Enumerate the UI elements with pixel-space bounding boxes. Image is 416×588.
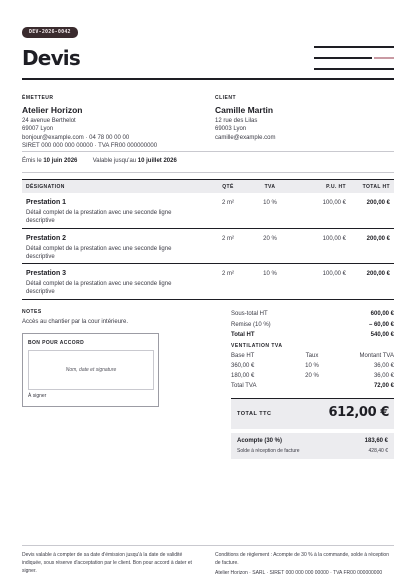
dates-line <box>22 158 177 164</box>
vat-base: 180,00 € <box>231 372 255 379</box>
item-description: Détail complet de la prestation avec une seconde ligne descriptive <box>26 245 172 260</box>
decoration-line <box>314 57 372 59</box>
signature-label: BON POUR ACCORD <box>28 340 85 346</box>
deposit-value: 183,60 € <box>364 438 388 444</box>
issuer-name: Atelier Horizon <box>22 104 83 115</box>
item-unit-price: 100,00 € <box>322 235 346 242</box>
item-name: Prestation 1 <box>26 199 67 206</box>
decoration-line <box>314 46 394 48</box>
signature-box <box>22 333 159 407</box>
issuer-label: ÉMETTEUR <box>22 95 54 101</box>
footer-legal: Atelier Horizon · SARL · SIRET 000 000 000 00000 · TVA FR00 000000000 <box>215 570 383 576</box>
section-divider <box>22 151 394 152</box>
grand-total-value: 612,00 € <box>328 405 389 420</box>
grand-total-label: TOTAL TTC <box>237 411 272 417</box>
section-divider <box>22 172 394 173</box>
discount-row <box>231 320 394 331</box>
table-row <box>22 229 394 265</box>
item-name: Prestation 2 <box>26 234 67 242</box>
item-unit-price: 100,00 € <box>322 271 346 277</box>
signature-placeholder: Nom, date et signature <box>65 367 117 373</box>
table-row <box>22 193 394 229</box>
issued-label: Émis le <box>22 158 42 164</box>
notes-label: NOTES <box>22 309 42 315</box>
total-vat-row <box>231 381 394 392</box>
footer-right <box>215 551 395 577</box>
subtotal-value: 600,00 € <box>370 311 394 317</box>
issuer-address-line: 69007 Lyon <box>22 126 54 132</box>
item-total: 200,00 € <box>366 271 390 277</box>
vat-amount: 36,00 € <box>373 362 394 369</box>
client-block <box>215 94 275 142</box>
issued-date: 10 juin 2026 <box>43 158 78 164</box>
balance-value: 428,40 € <box>368 448 388 454</box>
deposit-panel <box>231 433 394 459</box>
header-rule <box>22 78 394 80</box>
notes-text: Accès au chantier par la cour intérieure. <box>22 319 129 325</box>
client-email: camille@example.com <box>215 134 276 141</box>
item-qty: 2 m² <box>222 271 234 277</box>
decoration-accent-line <box>374 57 394 59</box>
header-description: DÉSIGNATION <box>26 183 65 190</box>
table-row <box>22 264 394 300</box>
item-description: Détail complet de la prestation avec une seconde ligne descriptive <box>26 281 172 295</box>
document-title: Devis <box>22 46 80 70</box>
item-total: 200,00 € <box>366 235 390 242</box>
issuer-siret: SIRET 000 000 000 00000 · TVA FR00 000000000 <box>22 143 158 149</box>
issuer-contact: bonjour@example.com · 04 78 00 00 00 <box>22 134 130 141</box>
deposit-label: Acompte (30 %) <box>237 438 283 444</box>
grand-total-panel <box>231 398 394 429</box>
header-decoration <box>314 46 394 71</box>
issuer-address-line: 24 avenue Berthelot <box>22 117 76 124</box>
table-header <box>22 179 394 193</box>
client-address-line: 12 rue des Lilas <box>215 117 258 124</box>
item-total: 200,00 € <box>366 200 390 206</box>
header-qty: QTÉ <box>222 183 234 190</box>
header-vat: TVA <box>264 183 276 190</box>
footer-payment-terms: Conditions de règlement : Acompte de 30 % à la commande, solde à réception de facture. <box>215 552 389 566</box>
item-vat: 20 % <box>263 235 277 242</box>
totals-block <box>231 309 394 391</box>
signature-area[interactable] <box>28 350 154 390</box>
vat-breakdown-row <box>231 361 394 371</box>
vat-rate: 10 % <box>305 362 319 369</box>
total-ht-label: Total HT <box>231 332 255 338</box>
items-table <box>22 179 394 300</box>
valid-date: 10 juillet 2026 <box>137 158 177 164</box>
subtotal-row <box>231 309 394 320</box>
reference-badge: DEV-2026-0042 <box>22 27 78 38</box>
vat-breakdown-title: VENTILATION TVA <box>231 342 283 349</box>
issuer-block <box>22 94 157 151</box>
footer-validity-note: Devis valable à compter de sa date d'émission jusqu'à la date de validité indiquée, sous réserve d'acceptation par le client. Bon pour accord à dater et signer. <box>22 552 192 574</box>
subtotal-label: Sous-total HT <box>231 311 268 317</box>
item-name: Prestation 3 <box>26 270 67 277</box>
item-vat: 10 % <box>263 200 277 206</box>
client-name: Camille Martin <box>215 104 274 115</box>
vat-amount: 36,00 € <box>373 372 394 379</box>
item-unit-price: 100,00 € <box>322 200 346 206</box>
total-vat-value: 72,00 € <box>373 382 394 389</box>
valid-label: Valable jusqu'au <box>92 158 137 164</box>
vat-breakdown-header <box>231 351 394 361</box>
client-address-line: 69003 Lyon <box>215 126 247 132</box>
item-description: Détail complet de la prestation avec une seconde ligne descriptive <box>26 210 172 224</box>
vat-rate: 20 % <box>305 372 319 379</box>
header-total: TOTAL HT <box>362 183 390 190</box>
vat-header-rate: Taux <box>305 352 319 359</box>
vat-header-base: Base HT <box>231 352 255 359</box>
vat-base: 360,00 € <box>231 362 255 369</box>
vat-breakdown-row <box>231 371 394 381</box>
client-label: CLIENT <box>215 95 237 101</box>
decoration-line <box>314 68 394 70</box>
total-ht-row <box>231 330 394 341</box>
discount-label: Remise (10 %) <box>231 321 271 328</box>
total-vat-label: Total TVA <box>231 382 257 389</box>
discount-value: – 60,00 € <box>368 321 394 328</box>
footer-rule <box>22 545 394 546</box>
item-vat: 10 % <box>263 271 277 277</box>
vat-header-amount: Montant TVA <box>359 352 394 359</box>
item-qty: 2 m² <box>222 235 234 242</box>
signature-place: À signer <box>28 393 47 399</box>
item-qty: 2 m² <box>222 200 234 206</box>
balance-label: Solde à réception de facture <box>237 448 300 454</box>
header-unit-price: P.U. HT <box>326 183 346 190</box>
total-ht-value: 540,00 € <box>370 332 394 338</box>
